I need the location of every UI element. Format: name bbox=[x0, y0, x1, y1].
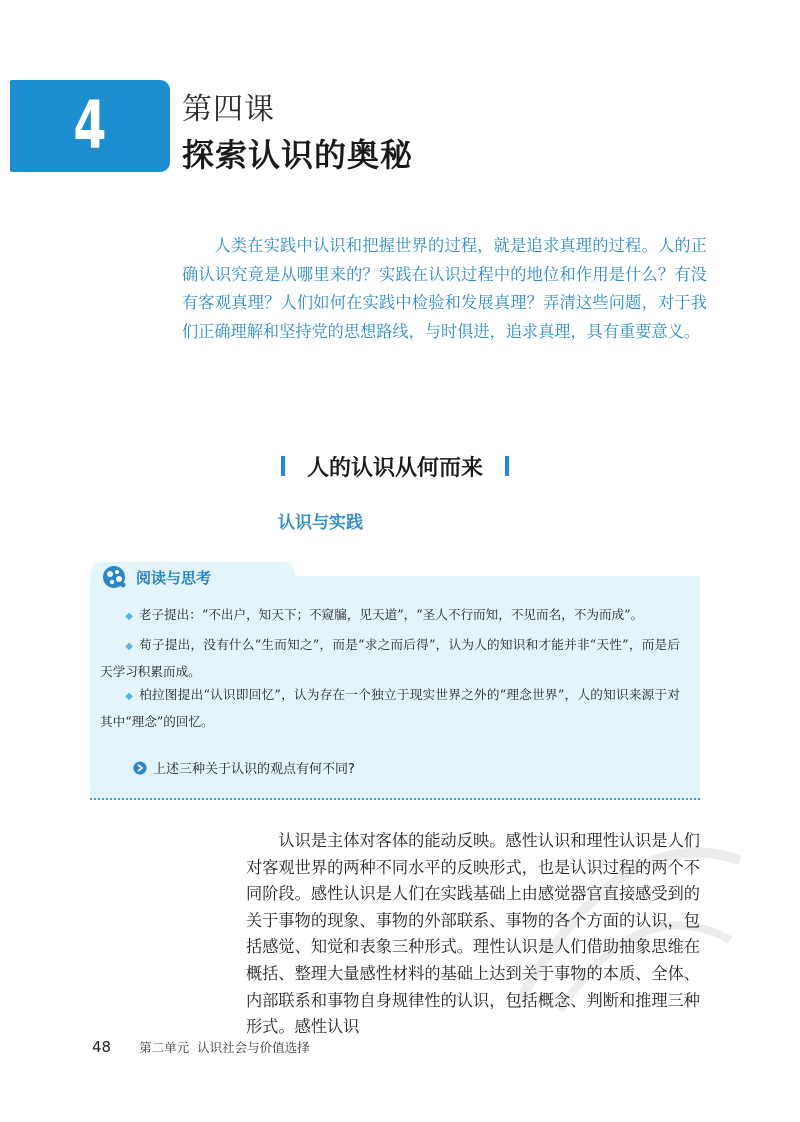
lesson-title: 探索认识的奥秘 bbox=[182, 136, 414, 174]
section-bar-right bbox=[505, 456, 509, 476]
reading-tab-label: 阅读与思考 bbox=[136, 568, 212, 587]
reading-tab bbox=[90, 562, 295, 592]
diamond-bullet-icon: ◆ bbox=[125, 691, 134, 702]
reading-paragraph: ◆ 荀子提出，没有什么“生而知之”，而是“求之而后得”，认为人的知识和才能并非“天性”，而是后天学习积累而成。 bbox=[100, 637, 680, 679]
section-title: 人的认识从何而来 bbox=[306, 455, 483, 481]
reading-paragraph: ◆ 柏拉图提出“认识即回忆”，认为存在一个独立于现实世界之外的“理念世界”，人的知识来源于对其中“理念”的回忆。 bbox=[100, 687, 680, 729]
subsection-title: 认识与实践 bbox=[278, 513, 363, 533]
footer-unit-title: 认识社会与价值选择 bbox=[197, 1040, 310, 1055]
diamond-bullet-icon: ◆ bbox=[125, 641, 134, 652]
section-heading bbox=[270, 446, 520, 486]
body-paragraph: 认识是主体对客体的能动反映。感性认识和理性认识是人们对客观世界的两种不同水平的反映形式，也是认识过程的两个不同阶段。感性认识是人们在实践基础上由感觉器官直接感受到的关于事物的现象、事物的外部联系、事物的各个方面的认识，包括感觉、知觉和表象三种形式。理性认识是人们借助抽象思维在概括、整理大量感性材料的基础上达到关于事物的本质、全体、内部联系和事物自身规律性的认识，包括概念、判断和推理三种形式。感性认识 bbox=[246, 831, 700, 1037]
footer-unit: 第二单元 bbox=[139, 1040, 190, 1055]
page-footer bbox=[92, 1038, 310, 1056]
reading-globe-icon bbox=[100, 563, 128, 591]
question-text: 上述三种关于认识的观点有何不同? bbox=[153, 762, 355, 777]
lesson-label: 第四课 bbox=[182, 92, 275, 127]
arrow-circle-icon bbox=[133, 761, 147, 775]
diamond-bullet-icon: ◆ bbox=[125, 611, 133, 622]
chapter-number-block bbox=[10, 80, 170, 172]
chapter-number: 4 bbox=[73, 87, 107, 164]
section-bar-left bbox=[281, 456, 285, 476]
page-number: 48 bbox=[92, 1038, 112, 1056]
intro-paragraph: 人类在实践中认识和把握世界的过程，就是追求真理的过程。人的正确认识究竟是从哪里来的？实践在认识过程中的地位和作用是什么？有没有客观真理？人们如何在实践中检验和发展真理？弄清这些问题，对于我们正确理解和坚持党的思想路线，与时俱进，追求真理，具有重要意义。 bbox=[182, 236, 707, 341]
reading-paragraph: ◆ 老子提出：“不出户，知天下；不窥牖，见天道”，“圣人不行而知，不见而名，不为而成”。 bbox=[125, 607, 644, 622]
reading-question bbox=[133, 758, 355, 777]
